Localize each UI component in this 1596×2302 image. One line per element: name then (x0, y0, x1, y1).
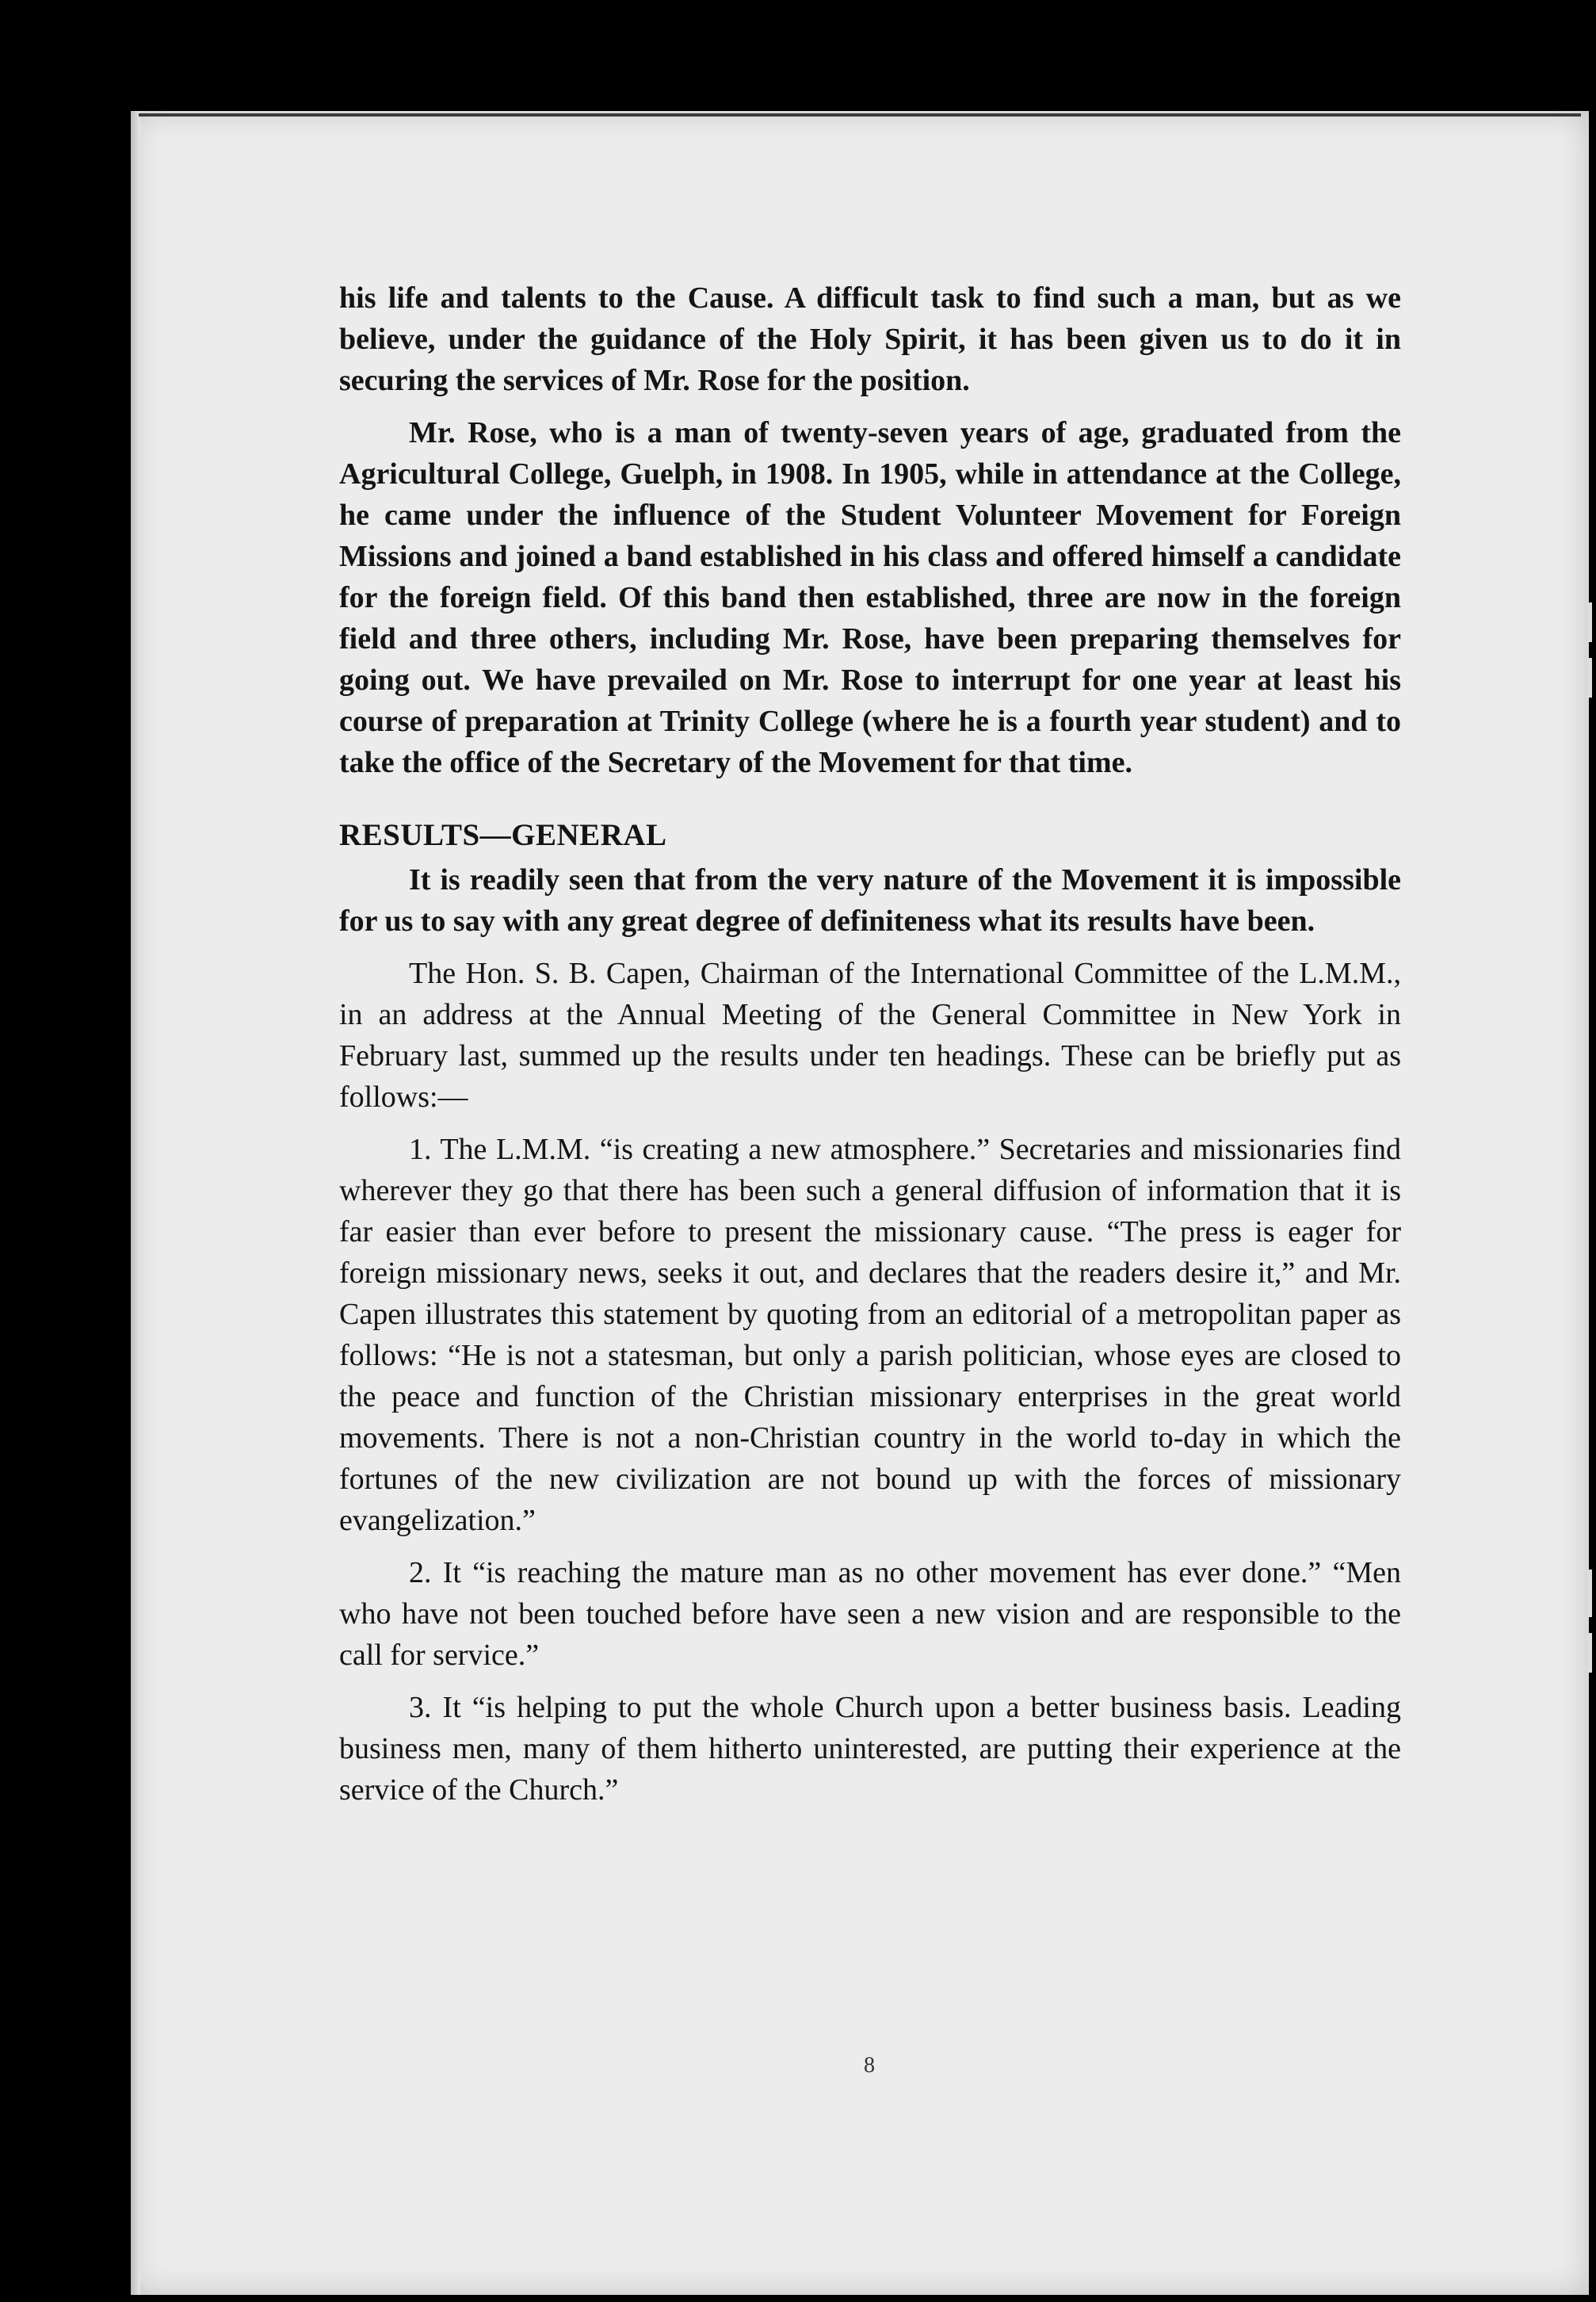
top-rule (139, 113, 1581, 117)
edge-mark (1587, 602, 1592, 642)
edge-mark (1587, 658, 1592, 698)
list-item: 2. It “is reaching the mature man as no other movement has ever done.” “Men who have not been touched before have seen a new vision and are responsible to the call for service.” (339, 1556, 1401, 1672)
paragraph: his life and talents to the Cause. A difficult task to find such a man, but as we believe, under the guidance of the Holy Spirit, it has been given us to do it in securing the services of Mr. Rose for the position. (339, 281, 1401, 397)
document-body (339, 277, 1401, 1822)
list-item: 1. The L.M.M. “is creating a new atmosphere.” Secretaries and missionaries find wherever they go that there has been such a general diffusion of information that it is far easier than ever before to present the missionary cause. “The press is eager for foreign missionary news, seeks it out, and declares that the readers desire it,” and Mr. Capen illustrates this statement by quoting from an editorial of a metropolitan paper as follows: “He is not a statesman, but only a parish politician, whose eyes are closed to the peace and function of the Christian missionary enterprises in the great world movements. There is not a non-Christian country in the world to-day in which the fortunes of the new civilization are not bound up with the forces of missionary evangelization.” (339, 1133, 1401, 1537)
edge-mark (1587, 1633, 1592, 1673)
page-number: 8 (864, 2053, 875, 2078)
paragraph: The Hon. S. B. Capen, Chairman of the International Committee of the L.M.M., in an address at the Annual Meeting of the General Committee in New York in February last, summed up the results under ten headings. These can be briefly put as follows:— (339, 957, 1401, 1114)
edge-mark (1587, 1570, 1592, 1617)
section-heading: RESULTS—GENERAL (339, 818, 667, 852)
list-item: 3. It “is helping to put the whole Church upon a better business basis. Leading business men, many of them hitherto uninterested, are putting their experience at the service of the Church.” (339, 1691, 1401, 1807)
paragraph: Mr. Rose, who is a man of twenty-seven years of age, graduated from the Agricultural College, Guelph, in 1908. In 1905, while in attendance at the College, he came under the influence of the Student Volunteer Movement for Foreign Missions and joined a band established in his class and offered himself a candidate for the foreign field. Of this band then established, three are now in the foreign field and three others, including Mr. Rose, have been preparing themselves for going out. We have prevailed on Mr. Rose to interrupt for one year at least his course of preparation at Trinity College (where he is a fourth year student) and to take the office of the Secretary of the Movement for that time. (339, 416, 1401, 779)
paragraph: It is readily seen that from the very nature of the Movement it is impossible for us to say with any great degree of definiteness what its results have been. (339, 863, 1401, 938)
